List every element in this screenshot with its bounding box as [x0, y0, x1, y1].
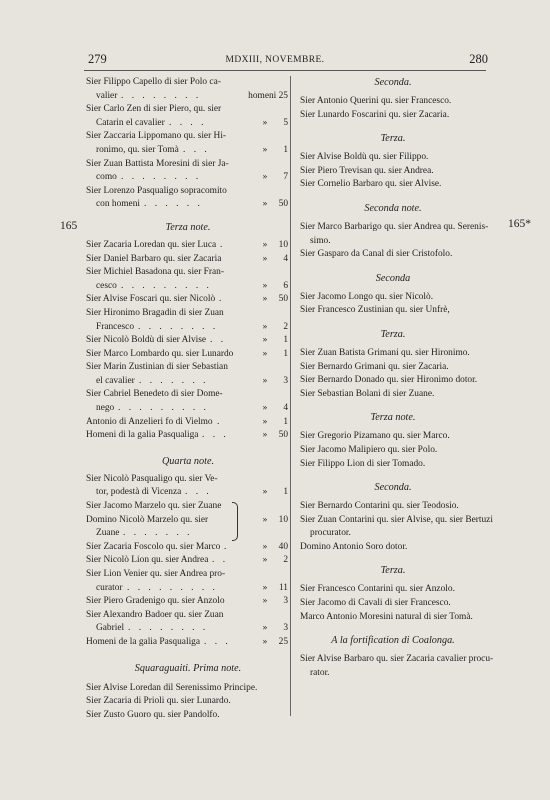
line-value: 40 [278, 541, 288, 552]
leader-dots: . . . [202, 430, 229, 441]
entry-line: Sier Bernardo Donado qu. sier Hironimo dotor. [300, 375, 478, 386]
section-heading: Terza note. [370, 412, 416, 424]
terza-note-list [86, 239, 290, 443]
entry-line: Sier Alvise Barbaro qu. sier Zacaria cavalier procu- [300, 654, 494, 665]
entry-line: Sier Filippo Lion di sier Tomado. [300, 458, 426, 469]
quarta-note-list-b [86, 541, 290, 650]
line-value: 3 [283, 623, 288, 634]
entry-line [86, 280, 290, 294]
brace-group [86, 500, 290, 541]
line-value: 3 [283, 375, 288, 386]
leader-dots: . . . [185, 487, 212, 498]
entry-line [86, 486, 290, 500]
section-heading: Seconda. [374, 482, 412, 494]
entry-line [86, 416, 290, 430]
section-heading: Terza. [380, 565, 406, 577]
section-heading: Seconda [375, 272, 411, 284]
ditto-mark: » [262, 623, 268, 634]
line-value: 10 [278, 515, 288, 526]
heading-squaraguaiti: Squaraguaiti. Prima note. [134, 662, 242, 674]
entry-line [86, 622, 290, 636]
page-number-left: 279 [88, 52, 107, 66]
ditto-mark: » [262, 335, 268, 346]
entry-text: Francesco [96, 321, 135, 332]
entry-text: Homeni de la galia Pasqualiga [86, 636, 201, 647]
leader-dots: . . . . . . . [123, 528, 193, 539]
entry-text: ronimo, qu. sier Tomà [96, 144, 179, 155]
ditto-mark: » [262, 541, 268, 552]
leader-dots: . . . . . . . . . [127, 582, 218, 593]
entry-text: Sier Zacaria Loredan qu. sier Luca [86, 239, 217, 250]
entry-line [86, 117, 290, 131]
entry-text: Gabriel [96, 623, 125, 634]
entry-line [86, 103, 290, 117]
entry-line: Sier Zuan Batista Grimani qu. sier Hironimo. [300, 347, 470, 358]
ditto-mark: » [262, 199, 268, 210]
entry-line: Sier Bernardo Contarini qu. sier Teodosio. [300, 501, 459, 512]
page-number-right: 280 [469, 52, 488, 66]
entry-text: Sier Alexandro Badoer qu. sier Zuan [86, 609, 224, 620]
ditto-mark: » [262, 555, 268, 566]
entry-line: Sier Antonio Querini qu. sier Francesco. [300, 96, 452, 106]
ditto-mark: » [262, 253, 268, 264]
entry-line: Sier Zusto Guoro qu. sier Pandolfo. [86, 709, 220, 720]
line-value: 4 [283, 403, 288, 414]
leader-dots: . [220, 239, 226, 250]
entry-line [86, 582, 290, 596]
leader-dots: . . . . . . . . [121, 90, 202, 101]
entry-line: Sier Jacomo Malipiero qu. sier Polo. [300, 444, 438, 455]
entry-line: Sier Bernardo Grimani qu. sier Zacaria. [300, 361, 449, 372]
entry-line [86, 185, 290, 199]
entry-line: Sier Zuan Contarini qu. sier Alvise, qu. sier Bertuzi [300, 514, 493, 525]
leader-dots: . . . . . . . . [128, 623, 209, 634]
entry-text: Domino Nicolò Marzelo qu. sier [86, 514, 209, 525]
entry-text: Antonio di Anzelieri fo di Vielmo [86, 416, 213, 427]
quarta-note-list-a [86, 473, 290, 500]
line-value: 25 [278, 636, 288, 647]
entry-text: Sier Michiel Basadona qu. sier Fran- [86, 267, 224, 278]
leader-dots: . . [210, 335, 227, 346]
entry-line [86, 554, 290, 568]
entry-text: Sier Lorenzo Pasqualigo sopracomito [86, 185, 227, 196]
heading-quarta-note: Quarta note. [161, 455, 215, 467]
ditto-mark: » [262, 582, 268, 593]
opening-list [86, 76, 290, 212]
entry-text: Homeni di la galia Pasqualiga [86, 430, 199, 441]
section-heading: A la fortification di Coalonga. [331, 635, 455, 647]
section-heading: Seconda. [374, 77, 412, 88]
entry-line: Sier Gasparo da Canal di sier Cristofolo. [300, 249, 453, 260]
entry-line [86, 253, 290, 267]
entry-line: Sier Zacaria di Prioli qu. sier Lunardo. [86, 696, 231, 707]
squaraguaiti-list [86, 682, 290, 723]
entry-text: Sier Marco Lombardo qu. sier Lunardo [86, 348, 234, 359]
line-value: 50 [278, 199, 288, 210]
entry-line [86, 388, 290, 402]
entry-line [86, 348, 290, 362]
entry-line [86, 361, 290, 375]
line-value: 7 [283, 172, 288, 183]
margin-number-right: 165* [508, 218, 531, 230]
entry-line: Sier Alvise Loredan dil Serenissimo Principe. [86, 682, 258, 693]
entry-line: Sier Jacomo di Cavali di sier Francesco. [300, 598, 451, 609]
line-value: 6 [283, 280, 288, 291]
ditto-mark: » [262, 596, 268, 607]
leader-dots: . . . . . . . [139, 375, 209, 386]
entry-text: Sier Nicolò Pasqualigo qu. sier Ve- [86, 473, 218, 484]
entry-text: Sier Cabriel Benedeto di sier Dome- [86, 389, 223, 400]
entry-line: Sier Piero Trevisan qu. sier Andrea. [300, 165, 434, 176]
leader-dots: . [217, 416, 223, 427]
entry-text: nego [96, 403, 115, 414]
entry-line: Sier Cornelio Barbaro qu. sier Alvise. [300, 179, 442, 190]
ditto-mark: » [262, 403, 268, 414]
entry-line [86, 239, 290, 253]
entry-line [86, 144, 290, 158]
entry-line [86, 527, 290, 541]
line-value: 1 [283, 348, 288, 359]
entry-line [86, 307, 290, 321]
entry-line [86, 568, 290, 582]
entry-line [86, 171, 290, 185]
ditto-mark: » [262, 172, 268, 183]
leader-dots: . . . . . . . . [138, 321, 219, 332]
entry-text: curator [96, 582, 123, 593]
margin-number-left: 165 [60, 220, 78, 232]
entry-line: Sier Sebastian Bolani di sier Zuane. [300, 388, 435, 399]
section-heading: Terza. [380, 133, 406, 145]
entry-text: Zuane [96, 528, 120, 539]
ditto-mark: » [262, 117, 268, 128]
line-value: 1 [283, 335, 288, 346]
leader-dots: . . [212, 555, 229, 566]
entry-line: Sier Jacomo Longo qu. sier Nicolò. [300, 291, 434, 302]
entry-line: Sier Lunardo Foscarini qu. sier Zacaria. [300, 109, 450, 120]
entry-text: Sier Filippo Capello di sier Polo ca- [86, 77, 221, 87]
entry-text: Catarin el cavalier [96, 117, 165, 128]
entry-line: Sier Francesco Zustinian qu. sier Unfrè, [300, 305, 450, 316]
entry-text: Sier Zuan Battista Moresini di sier Ja- [86, 158, 229, 169]
entry-text: cesco [96, 280, 117, 291]
line-value: 2 [283, 321, 288, 332]
entry-line [86, 402, 290, 416]
entry-text: Sier Hironimo Bragadin di sier Zuan [86, 307, 224, 318]
running-title: MDXIII, NOVEMBRE. [225, 55, 325, 65]
line-value: 1 [283, 416, 288, 427]
entry-line [86, 130, 290, 144]
entry-line [86, 293, 290, 307]
line-value: 1 [283, 144, 288, 155]
entry-text: Sier Alvise Foscari qu. sier Nicolò [86, 294, 216, 305]
line-value: homeni 25 [248, 90, 288, 101]
entry-text: Sier Nicolò Boldù di sier Alvise [86, 335, 207, 346]
heading-terza-note: Terza note. [165, 221, 211, 233]
entry-text: Sier Daniel Barbaro qu. sier Zacaria [86, 253, 222, 264]
entry-line [86, 375, 290, 389]
ditto-mark: » [262, 280, 268, 291]
entry-text: Sier Carlo Zen di sier Piero, qu. sier [86, 104, 222, 115]
ditto-mark: » [262, 430, 268, 441]
entry-line: Marco Antonio Moresini natural di sier Tomà. [300, 611, 473, 622]
entry-text: Sier Jacomo Marzelo qu. sier Zuane [86, 501, 222, 512]
entry-text: con homeni [96, 199, 141, 210]
ditto-mark: » [262, 321, 268, 332]
ditto-mark: » [262, 416, 268, 427]
entry-line: Sier Francesco Contarini qu. sier Anzolo. [300, 584, 455, 595]
ditto-mark: » [262, 144, 268, 155]
entry-line [86, 609, 290, 623]
entry-line [86, 76, 290, 90]
ditto-mark: » [262, 294, 268, 305]
entry-line: simo. [310, 235, 331, 246]
entry-line [86, 636, 290, 650]
line-value: 2 [283, 555, 288, 566]
entry-line [86, 595, 290, 609]
leader-dots: . . . . . . . . . [121, 280, 212, 291]
entry-line: procurator. [310, 528, 351, 539]
ditto-mark: » [262, 636, 268, 647]
entry-text: Sier Lion Venier qu. sier Andrea pro- [86, 569, 226, 579]
entry-text: tor, podestà di Vicenza [96, 487, 182, 498]
leader-dots: . . . . [169, 117, 207, 128]
leader-dots: . . . [204, 636, 231, 647]
line-value: 11 [278, 582, 288, 593]
entry-text: el cavalier [96, 375, 135, 386]
entry-text: Sier Piero Gradenigo qu. sier Anzolo [86, 596, 225, 607]
entry-line [86, 90, 290, 104]
line-value: 5 [283, 117, 288, 128]
leader-dots: . . . . . . . . [121, 172, 202, 183]
header-rule [84, 70, 486, 71]
ditto-mark: » [262, 239, 268, 250]
line-value: 1 [283, 487, 288, 498]
leader-dots: . . . . . . . . . [118, 403, 209, 414]
entry-line [86, 429, 290, 443]
leader-dots: . . . [183, 144, 210, 155]
entry-line [86, 321, 290, 335]
left-column [86, 76, 290, 722]
page-header [0, 52, 550, 72]
entry-text: Sier Nicolò Lion qu. sier Andrea [86, 555, 209, 566]
ditto-mark: » [262, 375, 268, 386]
leader-dots: . . . . . . [144, 199, 203, 210]
right-column [300, 76, 494, 690]
entry-line: Sier Alvise Boldù qu. sier Filippo. [300, 152, 429, 163]
column-divider [290, 76, 291, 716]
ditto-mark: » [262, 348, 268, 359]
entry-line [86, 158, 290, 172]
line-value: 50 [278, 294, 288, 305]
entry-text: valier [96, 90, 118, 101]
line-value: 4 [283, 253, 288, 264]
leader-dots: . [224, 541, 230, 552]
entry-line [86, 541, 290, 555]
entry-line: Sier Gregorio Pizamano qu. sier Marco. [300, 431, 450, 442]
section-heading: Seconda note. [364, 202, 422, 214]
entry-line [86, 334, 290, 348]
entry-line [86, 266, 290, 280]
entry-text: como [96, 172, 117, 183]
entry-line [86, 473, 290, 487]
line-value: 50 [278, 430, 288, 441]
line-value: 10 [278, 239, 288, 250]
ditto-mark: » [262, 487, 268, 498]
entry-line: rator. [310, 667, 330, 678]
entry-line: Sier Marco Barbarigo qu. sier Andrea qu. Serenis- [300, 221, 489, 232]
entry-text: Sier Marin Zustinian di sier Sebastian [86, 362, 228, 373]
entry-line [86, 198, 290, 212]
ditto-mark: » [262, 515, 268, 526]
entry-text: Sier Zaccaria Lippomano qu. sier Hi- [86, 131, 227, 142]
entry-line: Domino Antonio Soro dotor. [300, 541, 408, 552]
entry-text: Sier Zacaria Foscolo qu. sier Marco [86, 541, 221, 552]
section-heading: Terza. [380, 328, 406, 340]
line-value: 3 [283, 596, 288, 607]
entry-line [86, 500, 290, 514]
leader-dots: . [219, 294, 225, 305]
